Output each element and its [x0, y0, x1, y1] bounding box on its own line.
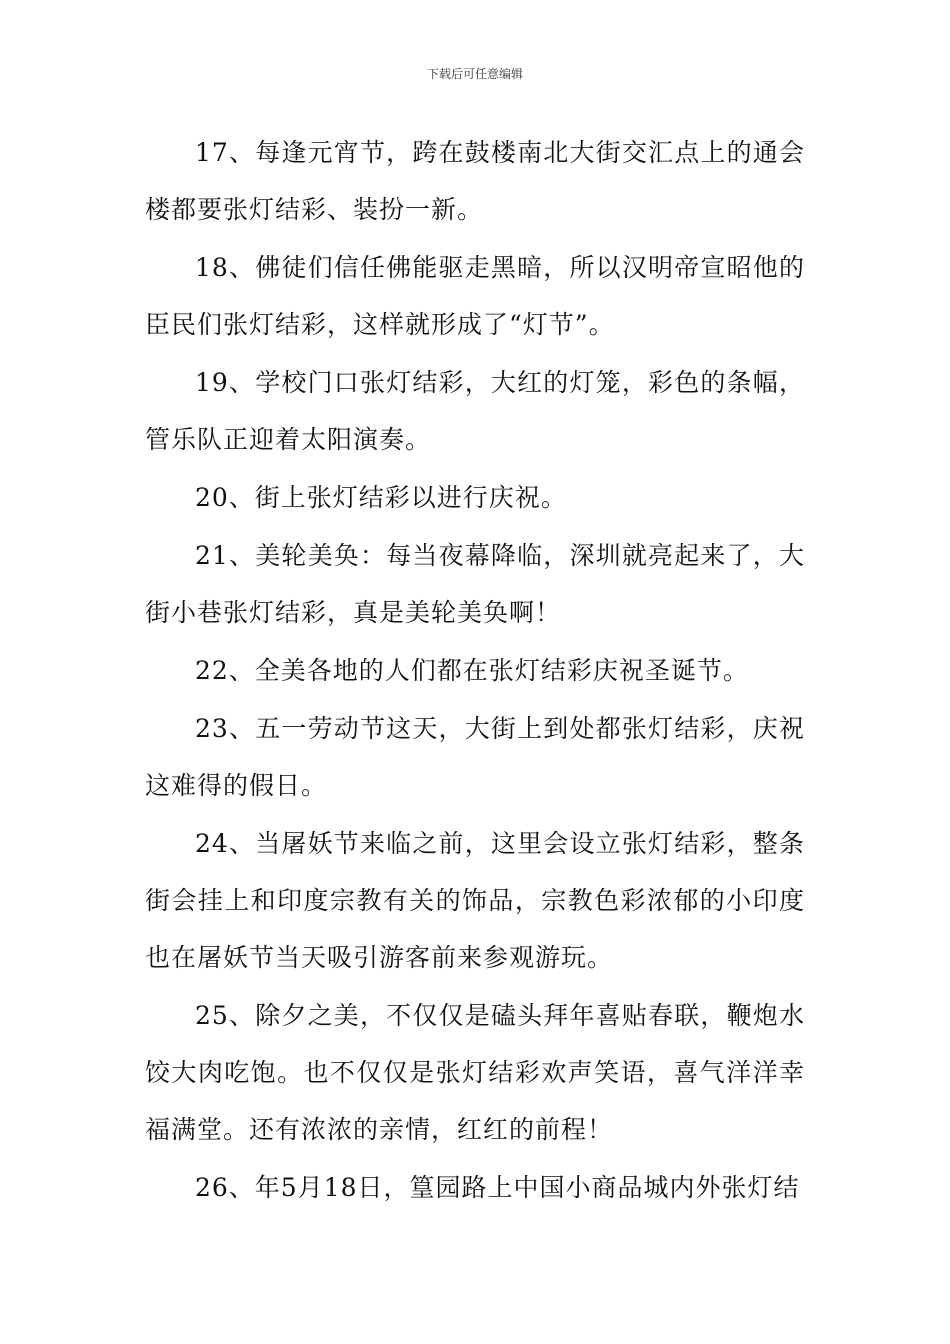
- paragraph-19: 19、学校门口张灯结彩，大红的灯笼，彩色的条幅，管乐队正迎着太阳演奏。: [145, 368, 805, 454]
- paragraph-25: 25、除夕之美，不仅仅是磕头拜年喜贴春联，鞭炮水饺大肉吃饱。也不仅仅是张灯结彩欢声笑语，喜气洋洋幸福满堂。还有浓浓的亲情，红红的前程！: [145, 1001, 805, 1144]
- paragraph-17: 17、每逢元宵节，跨在鼓楼南北大街交汇点上的通会楼都要张灯结彩、装扮一新。: [145, 138, 805, 224]
- paragraph-26: 26、年5月18日，篁园路上中国小商品城内外张灯结: [195, 1173, 800, 1202]
- paragraph-23: 23、五一劳动节这天，大街上到处都张灯结彩，庆祝这难得的假日。: [145, 714, 805, 800]
- paragraph-22: 22、全美各地的人们都在张灯结彩庆祝圣诞节。: [195, 656, 749, 685]
- page-header: 下载后可任意编辑: [426, 67, 523, 81]
- paragraph-20: 20、街上张灯结彩以进行庆祝。: [195, 483, 567, 512]
- paragraph-21: 21、美轮美奂：每当夜幕降临，深圳就亮起来了，大街小巷张灯结彩，真是美轮美奂啊！: [145, 541, 805, 627]
- document-body: [145, 124, 805, 1217]
- paragraph-18: 18、佛徒们信任佛能驱走黑暗，所以汉明帝宣昭他的臣民们张灯结彩，这样就形成了“灯节”。: [145, 253, 805, 339]
- paragraph-24: 24、当屠妖节来临之前，这里会设立张灯结彩，整条街会挂上和印度宗教有关的饰品，宗教色彩浓郁的小印度也在屠妖节当天吸引游客前来参观游玩。: [145, 829, 805, 972]
